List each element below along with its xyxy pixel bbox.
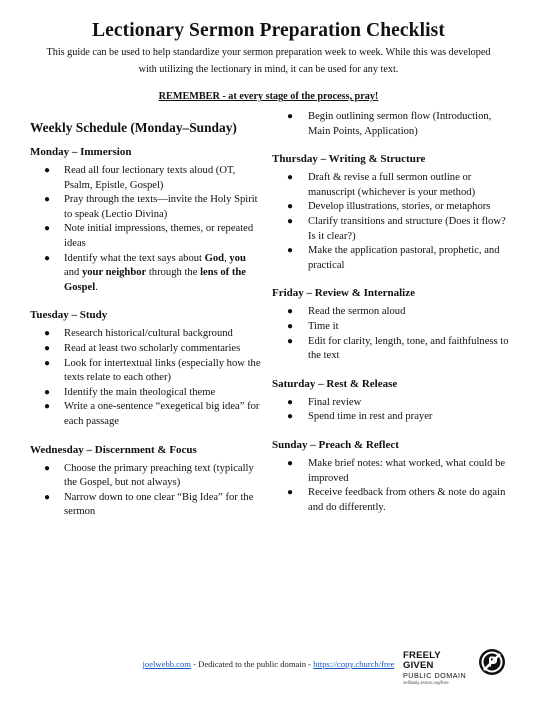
wednesday-list-continued — [272, 110, 512, 139]
right-column — [272, 110, 512, 529]
public-domain-icon — [478, 648, 506, 676]
page-title: Lectionary Sermon Preparation Checklist — [92, 20, 445, 41]
saturday-heading: Saturday – Rest & Release — [272, 377, 398, 390]
list-item: ● Note initial impressions, themes, or repeated ideas — [44, 223, 254, 249]
list-item: ● Final review — [272, 396, 512, 411]
friday-list — [272, 305, 512, 363]
list-item: ● Edit for clarity, length, tone, and faithfulness to the text — [287, 335, 509, 362]
schedule-heading: Weekly Schedule (Monday–Sunday) — [30, 120, 237, 135]
bullet-icon: ● — [44, 165, 51, 176]
tuesday-heading: Tuesday – Study — [30, 309, 108, 322]
bullet-icon: ● — [44, 386, 51, 398]
list-item: ● Research historical/cultural background — [30, 327, 262, 342]
bullet-icon: ● — [44, 401, 51, 413]
monday-list — [30, 164, 262, 295]
tuesday-list — [30, 327, 262, 429]
list-item: ● Time it — [272, 320, 512, 335]
wednesday-list — [30, 462, 262, 520]
bullet-icon: ● — [287, 245, 294, 257]
monday-heading: Monday – Immersion — [30, 146, 132, 158]
bullet-icon: ● — [44, 491, 51, 503]
footer-link-license[interactable]: https://copy.church/free — [313, 659, 395, 669]
footer-link-site[interactable]: joelwebb.com — [142, 659, 191, 669]
list-item: ● Pray through the texts—invite the Holy Spirit to speak (Lectio Divina) — [44, 194, 258, 220]
bullet-icon: ● — [287, 172, 294, 184]
badge-line-1: FREELY GIVEN — [403, 650, 441, 671]
bullet-icon: ● — [44, 357, 51, 369]
bullet-icon: ● — [287, 320, 294, 332]
remember-note: REMEMBER - at every stage of the process, pray! — [158, 91, 379, 102]
badge-line-2: PUBLIC DOMAIN — [403, 671, 467, 680]
list-item: ● Spend time in rest and prayer — [272, 410, 512, 425]
footer-text: - Dedicated to the public domain - — [190, 659, 314, 669]
bullet-icon: ● — [287, 396, 294, 408]
bullet-icon: ● — [287, 457, 294, 469]
thursday-list — [272, 171, 512, 273]
bullet-icon: ● — [44, 194, 51, 206]
bullet-icon: ● — [44, 223, 51, 235]
list-item: ● Write a one-sentence “exegetical big idea” for each passage — [44, 401, 260, 427]
list-item: ● Clarify transitions and structure (Does it flow? Is it clear?) — [287, 215, 506, 242]
intro-line-2: with utilizing the lectionary in mind, it can be used for any text. — [138, 63, 399, 75]
badge-line-3: selfdaily.Jesus.org/free — [403, 680, 449, 685]
freely-given-badge — [403, 651, 473, 686]
sunday-list — [272, 457, 512, 515]
bullet-icon: ● — [287, 335, 294, 347]
bullet-icon: ● — [44, 328, 51, 340]
list-item: ● Receive feedback from others & note do again and do differently. — [287, 487, 506, 513]
bullet-icon: ● — [287, 306, 294, 318]
bullet-icon: ● — [287, 215, 294, 227]
list-item: ● Make the application pastoral, prophetic, and practical — [287, 245, 500, 271]
list-item: ● Draft & revise a full sermon outline or manuscript (whichever is your method) — [287, 172, 476, 198]
wednesday-heading: Wednesday – Discernment & Focus — [30, 443, 197, 456]
list-item: ● Make brief notes: what worked, what could be improved — [287, 457, 506, 484]
list-item: ● Read the sermon aloud — [272, 305, 512, 320]
left-column — [30, 110, 262, 534]
bullet-icon: ● — [287, 111, 294, 122]
bullet-icon: ● — [44, 462, 51, 474]
list-item: ● Develop illustrations, stories, or metaphors — [272, 200, 512, 215]
sunday-heading: Sunday – Preach & Reflect — [272, 438, 399, 451]
intro-line-1: This guide can be used to help standardize your sermon preparation week to week. While this was developed — [46, 47, 491, 58]
thursday-heading: Thursday – Writing & Structure — [272, 153, 426, 166]
list-item: ● Choose the primary preaching text (typically the Gospel, but not always) — [44, 462, 254, 489]
intro-text — [30, 45, 507, 78]
list-item: ● Begin outlining sermon flow (Introduction, Main Points, Application) — [287, 111, 492, 137]
list-item: ● Identify the main theological theme — [30, 386, 262, 401]
bullet-icon: ● — [44, 342, 51, 354]
friday-heading: Friday – Review & Internalize — [272, 287, 415, 300]
bullet-icon: ● — [287, 201, 294, 213]
list-item: ● Read all four lectionary texts aloud (OT, Psalm, Epistle, Gospel) — [44, 165, 236, 191]
bullet-icon: ● — [287, 487, 294, 499]
list-item: ● Narrow down to one clear “Big Idea” for the sermon — [44, 491, 254, 518]
bullet-icon: ● — [44, 252, 51, 264]
list-item: ● Read at least two scholarly commentaries — [30, 342, 262, 357]
list-item: ● Look for intertextual links (especially how the texts relate to each other) — [44, 357, 261, 384]
saturday-list — [272, 396, 512, 425]
bullet-icon: ● — [287, 411, 294, 423]
list-item: ● Identify what the text says about God, you and your neighbor through the lens of the Gospel. — [44, 252, 246, 293]
